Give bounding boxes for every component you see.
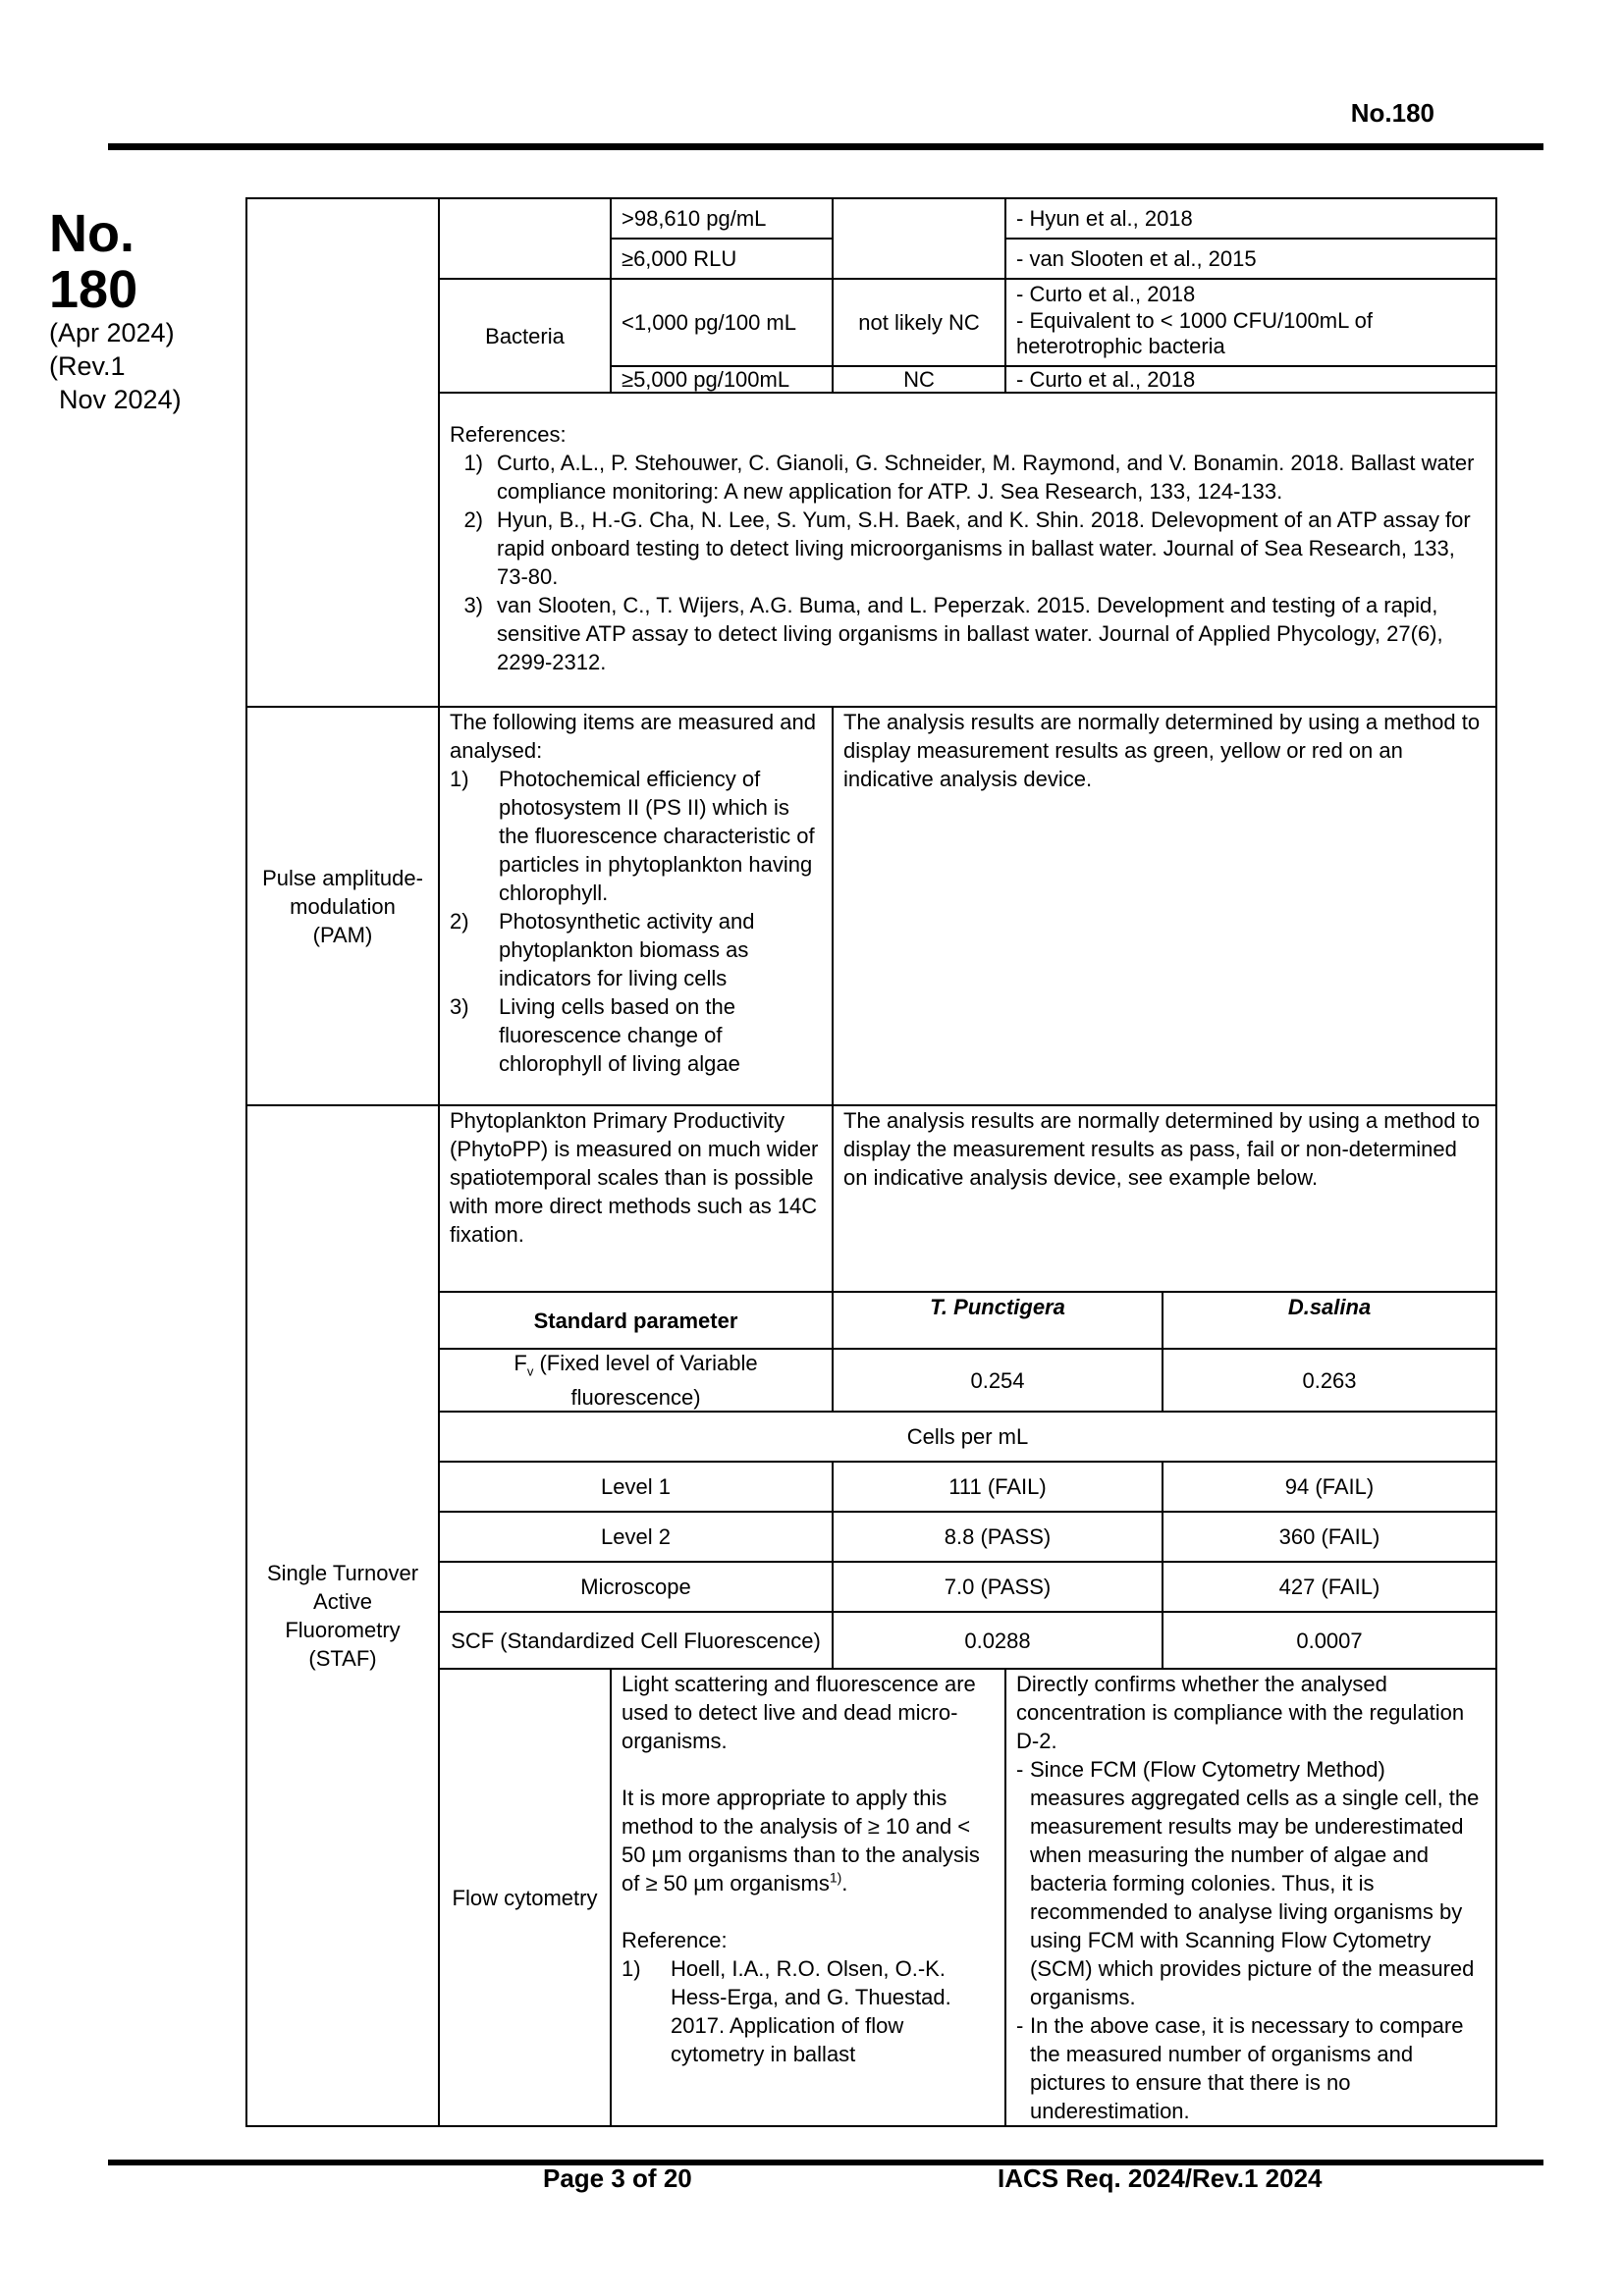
staf-level-b: 360 (FAIL) (1163, 1512, 1496, 1562)
references-list (450, 449, 1486, 676)
staf-description: Phytoplankton Primary Productivity (PhytoPP) is measured on much wider spatiotemporal scales than is possible with more direct methods such as 14C fixation. (439, 1105, 833, 1292)
staf-level-label: Level 1 (439, 1462, 833, 1512)
item-number: 2) (450, 909, 469, 934)
flow-description (611, 1669, 1005, 2126)
page-number: Page 3 of 20 (543, 2163, 692, 2193)
flow-result (1005, 1669, 1496, 2126)
side-date-1: (Apr 2024) (49, 318, 175, 348)
staf-fv-b: 0.263 (1163, 1349, 1496, 1412)
staf-level-a: 8.8 (PASS) (833, 1512, 1163, 1562)
flow-para-2-end: . (841, 1871, 848, 1896)
fv-subscript: v (526, 1363, 534, 1379)
header-rule (108, 143, 1543, 150)
staf-scf-label: SCF (Standardized Cell Fluorescence) (439, 1612, 833, 1669)
ref-text: Curto, A.L., P. Stehouwer, C. Gianoli, G. Schneider, M. Raymond, and V. Bonamin. 2018. Ballast water compliance monitoring: A new application for ATP. J. Sea Research, 133, 124-133. (497, 451, 1475, 504)
item-text: Photochemical efficiency of photosystem II (PS II) which is the fluorescence characteristic of particles in phytoplankton having chlorophyll. (499, 767, 815, 905)
references-title: References: (450, 422, 567, 447)
staf-level-b: 94 (FAIL) (1163, 1462, 1496, 1512)
staf-level-a: 111 (FAIL) (833, 1462, 1163, 1512)
flow-result-3: In the above case, it is necessary to compare the measured number of organisms and pictures to ensure that there is no underestimation. (1030, 2013, 1464, 2124)
atp-value-cell: ≥6,000 RLU (611, 239, 833, 279)
flow-result-2: Since FCM (Flow Cytometry Method) measures aggregated cells as a single cell, the measurement results may be underestimated when measuring the number of algae and bacteria forming colonies. Thus, it is recommended to analyse living organisms by using FCM with Scanning Flow Cytometry (SCM) which provides picture of the measured organisms. (1030, 1757, 1480, 2010)
fv-description: (Fixed level of Variable fluorescence) (533, 1351, 758, 1411)
bacteria-value-2: ≥5,000 pg/100mL (611, 366, 833, 393)
spacer (622, 1755, 995, 1784)
list-item (450, 506, 1486, 591)
bacteria-ref-line: - Equivalent to < 1000 CFU/100mL of heterotrophic bacteria (1016, 308, 1373, 358)
list-item (450, 992, 822, 1078)
staf-method-label: Single Turnover Active Fluorometry (STAF) (246, 1105, 439, 2126)
staf-col-species-a: T. Punctigera (833, 1292, 1163, 1349)
atp-references (439, 393, 1496, 707)
flow-para-1: Light scattering and fluorescence are used to detect live and dead micro-organisms. (622, 1672, 976, 1754)
flow-reference-list (622, 1954, 995, 2068)
atp-type-cell (439, 198, 611, 279)
side-no: No. (49, 204, 135, 263)
fv-symbol: F (514, 1351, 527, 1375)
staf-result: The analysis results are normally determined by using a method to display the measurement results as pass, fail or non-determined on indicative analysis device, see example below. (833, 1105, 1496, 1292)
staf-fv-label (439, 1349, 833, 1412)
atp-ref-cell: - Hyun et al., 2018 (1005, 198, 1496, 239)
bacteria-result-2: NC (833, 366, 1005, 393)
list-item (622, 1954, 995, 2068)
staf-scf-a: 0.0288 (833, 1612, 1163, 1669)
pam-method-label: Pulse amplitude-modulation (PAM) (246, 707, 439, 1105)
staf-scf-b: 0.0007 (1163, 1612, 1496, 1669)
list-item (450, 765, 822, 907)
pam-result: The analysis results are normally determined by using a method to display measurement results as green, yellow or red on an indicative analysis device. (833, 707, 1496, 1105)
ref-text: van Slooten, C., T. Wijers, A.G. Buma, and L. Peperzak. 2015. Development and testing of a rapid, sensitive ATP assay to detect living organisms in ballast water. Journal of Applied Phycology, 27(6), 2299-2312. (497, 593, 1443, 674)
ref-text: Hoell, I.A., R.O. Olsen, O.-K. Hess-Erga, and G. Thuestad. 2017. Application of flow cytometry in ballast (671, 1956, 951, 2067)
atp-value-cell: >98,610 pg/mL (611, 198, 833, 239)
bacteria-ref-line: - Curto et al., 2018 (1016, 282, 1196, 306)
atp-result-cell (833, 198, 1005, 279)
staf-col-species-b: D.salina (1163, 1292, 1496, 1349)
ref-number: 3) (463, 593, 483, 617)
item-text: Photosynthetic activity and phytoplankton biomass as indicators for living cells (499, 909, 755, 990)
flow-reference-title: Reference: (622, 1928, 728, 1953)
flow-method-label: Flow cytometry (439, 1669, 611, 2126)
staf-level-a: 7.0 (PASS) (833, 1562, 1163, 1612)
item-text: Living cells based on the fluorescence change of chlorophyll of living algae (499, 994, 740, 1076)
side-date-2: (Rev.1 (49, 351, 126, 382)
bacteria-value-1: <1,000 pg/100 mL (611, 279, 833, 366)
item-number: 3) (450, 994, 469, 1019)
flow-bullet (1016, 1755, 1486, 2011)
bacteria-label: Bacteria (439, 279, 611, 393)
ref-text: Hyun, B., H.-G. Cha, N. Lee, S. Yum, S.H. Baek, and K. Shin. 2018. Delevopment of an ATP assay for rapid onboard testing to detect living microorganisms in ballast water. Journal of Sea Research, 133, 73-80. (497, 507, 1471, 589)
staf-col-param: Standard parameter (439, 1292, 833, 1349)
flow-para-2-text: It is more appropriate to apply this method to the analysis of ≥ 10 and < 50 µm organisms than to the analysis of ≥ 50 µm organisms (622, 1786, 980, 1896)
iacs-reference: IACS Req. 2024/Rev.1 2024 (998, 2163, 1323, 2193)
ref-number: 1) (622, 1956, 641, 1982)
document-number: No.180 (1350, 98, 1434, 128)
table-row (246, 707, 1496, 1105)
footer-rule (108, 2160, 1543, 2165)
ref-number: 2) (463, 507, 483, 532)
list-item (450, 907, 822, 992)
list-item (450, 449, 1486, 506)
table-row (246, 1105, 1496, 1292)
flow-bullet (1016, 2011, 1486, 2125)
methods-table (245, 197, 1497, 2127)
bacteria-ref-1 (1005, 279, 1496, 366)
item-number: 1) (450, 767, 469, 791)
pam-intro: The following items are measured and analysed: (450, 710, 816, 763)
side-label (49, 206, 245, 417)
list-item (450, 591, 1486, 676)
staf-level-label: Level 2 (439, 1512, 833, 1562)
staf-fv-a: 0.254 (833, 1349, 1163, 1412)
atp-method-cell (246, 198, 439, 707)
staf-level-label: Microscope (439, 1562, 833, 1612)
side-number: 180 (49, 259, 138, 319)
dash-mark: - (1016, 1757, 1024, 1783)
staf-level-b: 427 (FAIL) (1163, 1562, 1496, 1612)
dash-mark: - (1016, 2013, 1024, 2039)
atp-ref-cell: - van Slooten et al., 2015 (1005, 239, 1496, 279)
flow-para-2 (622, 1784, 995, 1897)
staf-cells-per-ml: Cells per mL (439, 1412, 1496, 1462)
bacteria-result-1: not likely NC (833, 279, 1005, 366)
table-row (246, 198, 1496, 239)
flow-result-1: Directly confirms whether the analysed concentration is compliance with the regulation D-2. (1016, 1672, 1465, 1754)
spacer (622, 1897, 995, 1926)
side-date-3: Nov 2024) (59, 384, 182, 414)
pam-description (439, 707, 833, 1105)
bacteria-ref-2: - Curto et al., 2018 (1005, 366, 1496, 393)
pam-items (450, 765, 822, 1078)
flow-footnote-mark: 1) (829, 1870, 842, 1887)
ref-number: 1) (463, 451, 483, 475)
